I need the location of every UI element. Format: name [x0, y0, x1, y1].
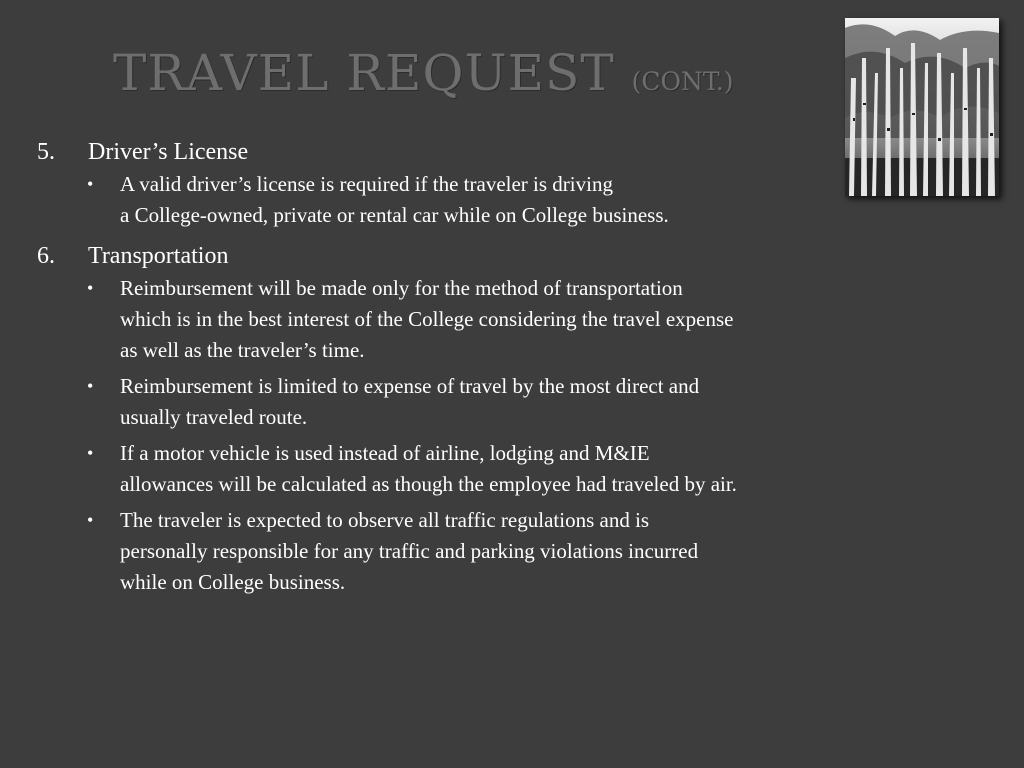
bullet-text-line: The traveler is expected to observe all traffic regulations and is — [120, 508, 650, 532]
numbered-item — [37, 135, 1002, 231]
slide-title-main: TRAVEL REQUEST — [113, 44, 615, 102]
numbered-item — [37, 239, 1002, 598]
bullet-text-line: Reimbursement is limited to expense of travel by the most direct and — [120, 374, 700, 398]
bullet-list — [37, 169, 1002, 231]
bullet-text-line: allowances will be calculated as though the employee had traveled by air. — [120, 472, 737, 496]
item-number: 6. — [37, 243, 55, 269]
bullet-list — [37, 273, 1002, 598]
bullet-item — [87, 438, 1002, 500]
bullet-text-line: a College-owned, private or rental car while on College business. — [120, 203, 669, 227]
bullet-icon: • — [87, 278, 94, 298]
bullet-text-line: while on College business. — [120, 570, 346, 594]
bullet-text-line: usually traveled route. — [120, 405, 308, 429]
bullet-item — [87, 169, 1002, 231]
bullet-text-line: Reimbursement will be made only for the method of transportation — [120, 276, 683, 300]
slide-body — [37, 135, 1002, 606]
bullet-item — [87, 273, 1002, 366]
slide-title-suffix: (CONT.) — [631, 67, 734, 96]
item-number: 5. — [37, 139, 55, 165]
bullet-text-line: If a motor vehicle is used instead of airline, lodging and M&IE — [120, 441, 650, 465]
bullet-item — [87, 371, 1002, 433]
bullet-text-line: which is in the best interest of the College considering the travel expense — [120, 307, 734, 331]
slide-title — [113, 44, 734, 102]
bullet-text-line: A valid driver’s license is required if the traveler is driving — [120, 172, 613, 196]
bullet-text-line: personally responsible for any traffic and parking violations incurred — [120, 539, 699, 563]
bullet-icon: • — [87, 376, 94, 396]
bullet-icon: • — [87, 174, 94, 194]
bullet-icon: • — [87, 510, 94, 530]
item-heading: Transportation — [88, 243, 229, 269]
bullet-text-line: as well as the traveler’s time. — [120, 338, 365, 362]
item-heading: Driver’s License — [88, 139, 249, 165]
bullet-item — [87, 505, 1002, 598]
bullet-icon: • — [87, 443, 94, 463]
